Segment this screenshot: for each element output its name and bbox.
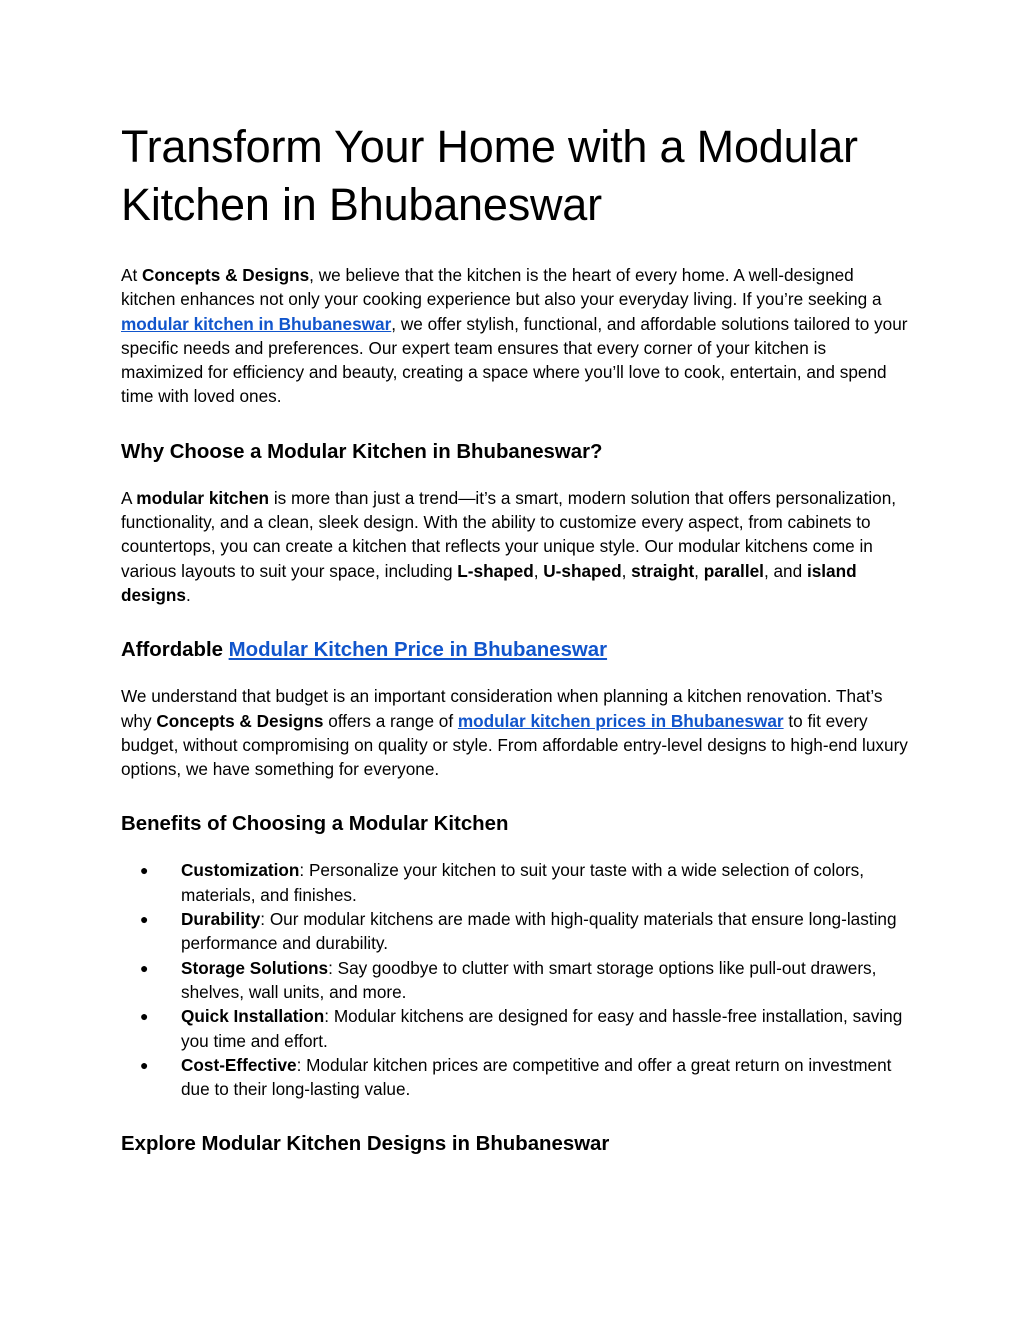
brand-name: Concepts & Designs xyxy=(142,265,310,285)
section-heading-explore: Explore Modular Kitchen Designs in Bhubaneswar xyxy=(121,1133,610,1156)
bullet-icon: ● xyxy=(140,959,149,976)
modular-kitchen-price-link[interactable]: Modular Kitchen Price in Bhubaneswar xyxy=(228,639,608,662)
list-item: ● Durability: Our modular kitchens are made with high-quality materials that ensure long-lasting performance and durability. xyxy=(140,909,897,954)
benefits-list xyxy=(121,858,911,1101)
bullet-icon: ● xyxy=(140,1008,149,1025)
bullet-icon: ● xyxy=(140,911,149,928)
section-heading-why: Why Choose a Modular Kitchen in Bhubaneswar? xyxy=(121,440,603,463)
section-heading-benefits: Benefits of Choosing a Modular Kitchen xyxy=(121,813,509,836)
price-paragraph: We understand that budget is an important consideration when planning a kitchen renovation. That’s why Concepts & Designs offers a range of modular kitchen prices in Bhubaneswar to fit every budget, without compromising on quality or style. From affordable entry-level designs to high-end luxury options, we have something for everyone. xyxy=(121,686,908,780)
list-item: ● Customization: Personalize your kitchen to suit your taste with a wide selection of colors, materials, and finishes. xyxy=(140,860,865,905)
modular-kitchen-link[interactable]: modular kitchen in Bhubaneswar xyxy=(121,313,392,334)
why-paragraph: A modular kitchen is more than just a trend—it’s a smart, modern solution that offers personalization, functionality, and a clean, sleek design. With the ability to customize every aspect, from cabinets to countertops, you can create a kitchen that reflects your unique style. Our modular kitchens come in various layouts to suit your space, including L-shaped, U-shaped, straight, parallel, and island designs. xyxy=(121,487,897,605)
bullet-icon: ● xyxy=(140,1056,149,1073)
modular-kitchen-prices-link[interactable]: modular kitchen prices in Bhubaneswar xyxy=(457,710,784,731)
list-item: ● Cost-Effective: Modular kitchen prices are competitive and offer a great return on investment due to their long-lasting value. xyxy=(140,1054,892,1100)
list-item: ● Quick Installation: Modular kitchens are designed for easy and hassle-free installation, saving you time and effort. xyxy=(140,1006,903,1051)
brand-name: Concepts & Designs xyxy=(156,710,324,731)
bullet-icon: ● xyxy=(140,862,149,879)
section-heading-price: Affordable Modular Kitchen Price in Bhubaneswar xyxy=(121,639,608,662)
list-item: ● Storage Solutions: Say goodbye to clutter with smart storage options like pull-out drawers, shelves, wall units, and more. xyxy=(140,957,877,1002)
intro-paragraph: At Concepts & Designs, we believe that the kitchen is the heart of every home. A well-designed kitchen enhances not only your cooking experience but also your everyday living. If you’re seeking a modular kitchen in Bhubaneswar, we offer stylish, functional, and affordable solutions tailored to your specific needs and preferences. Our expert team ensures that every corner of your kitchen is maximized for efficiency and beauty, creating a space where you’ll love to cook, entertain, and spend time with loved ones. xyxy=(121,265,908,407)
document-page xyxy=(121,118,911,1157)
page-title: Transform Your Home with a Modular Kitchen in Bhubaneswar xyxy=(121,121,858,230)
